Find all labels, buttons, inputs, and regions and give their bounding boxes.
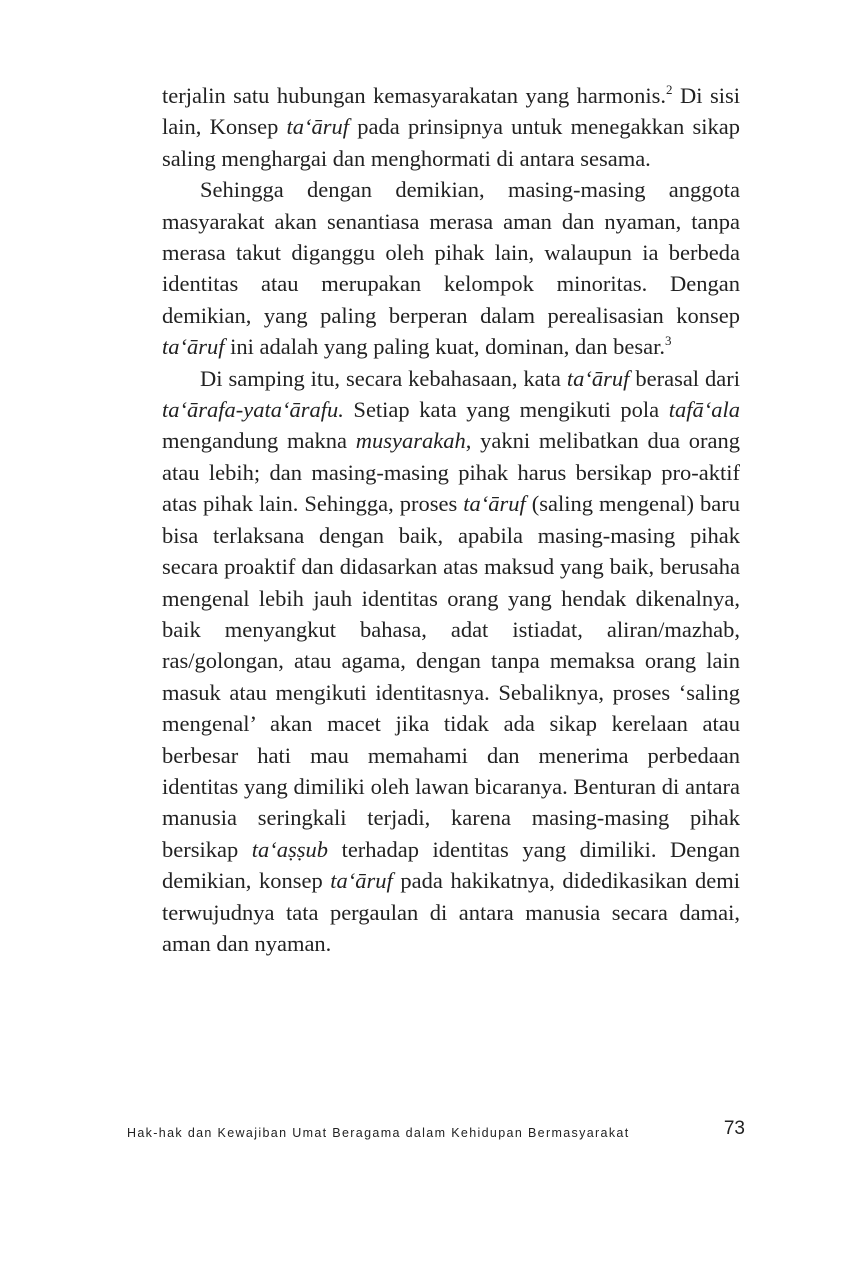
text-run: berasal dari: [629, 365, 740, 391]
italic-term: ta‘āruf: [330, 868, 393, 894]
italic-term: ta‘āruf: [162, 334, 225, 360]
text-run: ini adalah yang paling kuat, dominan, dan besar.: [224, 334, 666, 360]
italic-term: tafā‘ala: [668, 397, 740, 423]
text-run: pada hakikatnya, didedikasikan demi terwujudnya tata pergaulan di antara manusia secara damai, aman dan nyaman.: [162, 868, 740, 956]
text-run: pada prinsipnya untuk menegakkan sikap saling menghargai dan menghormati di antara sesama.: [162, 114, 740, 171]
footnote-ref-3[interactable]: 3: [665, 333, 672, 349]
text-run: , yakni melibatkan dua orang atau lebih; dan masing-masing pihak harus bersikap pro-aktif atas pihak lain. Sehingga, proses: [162, 428, 741, 517]
italic-term: ta‘aṣṣub: [251, 836, 329, 862]
paragraph-1: [162, 80, 740, 174]
italic-term: musyarakah: [355, 428, 466, 454]
text-run: terjalin satu hubungan kemasyarakatan yang harmonis.: [162, 83, 667, 108]
running-footer-title: Hak-hak dan Kewajiban Umat Beragama dalam Kehidupan Bermasyarakat: [127, 1126, 630, 1140]
paragraph-2: [162, 174, 740, 362]
italic-term: ta‘āruf: [566, 365, 630, 391]
footnote-ref-2[interactable]: 2: [666, 82, 673, 97]
text-run: mengandung makna: [162, 428, 356, 454]
text-run: (saling mengenal) baru bisa terlaksana dengan baik, apabila masing-masing pihak secara proaktif dan didasarkan atas maksud yang baik, berusaha mengenal lebih jauh identitas orang yang hendak dikenalnya, baik menyangkut bahasa, adat istiadat, aliran/mazhab, ras/golongan, atau agama, dengan tanpa memaksa orang lain masuk atau mengikuti identitasnya. Sebaliknya, proses ‘saling mengenal’ akan macet jika tidak ada sikap kerelaan atau berbesar hati mau memahami dan menerima perbedaan identitas yang dimiliki oleh lawan bicaranya. Benturan di antara manusia seringkali terjadi, karena masing-masing pihak bersikap: [162, 491, 740, 862]
italic-term: ta‘ārafa-yata‘ārafu.: [162, 397, 344, 423]
text-run: Sehingga dengan demikian, masing-masing anggota masyarakat akan senantiasa merasa aman dan nyaman, tanpa merasa takut diganggu oleh pihak lain, walaupun ia berbeda identitas atau merupakan kelompok minoritas. Dengan demikian, yang paling berperan dalam perealisasian konsep: [162, 177, 740, 328]
text-run: terhadap identitas yang dimiliki. Dengan demikian, konsep: [162, 836, 740, 894]
paragraph-3: [162, 363, 740, 960]
text-run: Di sisi lain, Konsep: [162, 83, 740, 140]
text-run: Setiap kata yang mengikuti pola: [343, 397, 669, 423]
italic-term: ta‘āruf: [286, 114, 350, 140]
page-footer: [127, 1118, 747, 1148]
page-body: [162, 80, 740, 959]
page-number: 73: [723, 1118, 745, 1139]
italic-term: ta‘āruf: [463, 491, 526, 517]
text-run: Di samping itu, secara kebahasaan, kata: [200, 365, 567, 391]
